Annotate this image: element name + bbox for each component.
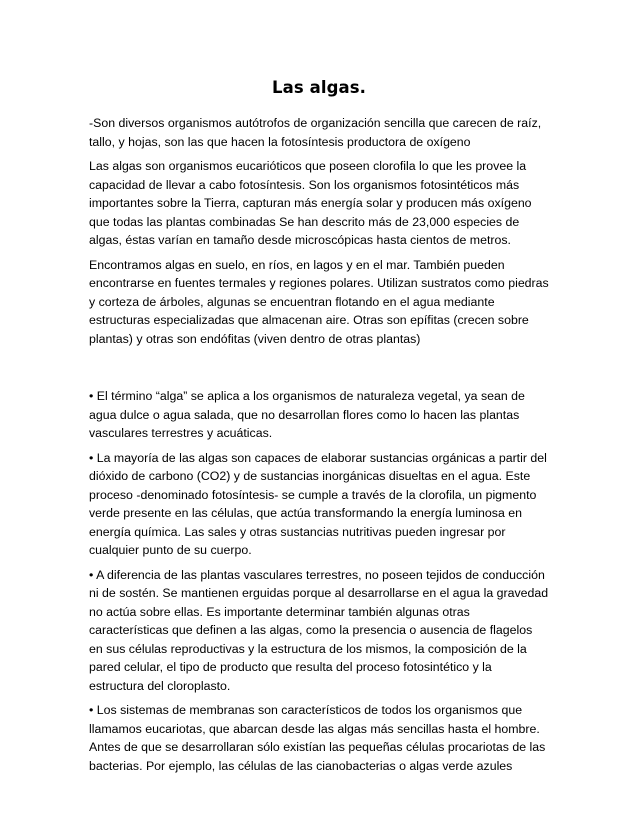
page-title: Las algas. — [271, 78, 367, 97]
paragraph-habitat: Encontramos algas en suelo, en ríos, en lagos y en el mar. También pueden encontrarse en fuentes termales y regiones polares. Utilizan sustratos como piedras y corteza de árboles, algunas se encuentran flotando en el agua mediante estructuras especializadas que almacenan aire. Otras son epífitas (crecen sobre plantas) y otras son endófitas (viven dentro de otras plantas) — [89, 257, 549, 346]
paragraph-definition: -Son diversos organismos autótrofos de organización sencilla que carecen de raíz, tallo, y hojas, son las que hacen la fotosíntesis productora de oxígeno — [89, 116, 542, 149]
bullet-membrane-systems: • Los sistemas de membranas son característicos de todos los organismos que llamamos eucariotas, que abarcan desde las algas más sencillas hasta el hombre. Antes de que se desarrollaran sólo existían las pequeñas células procariotas de las bacterias. Por ejemplo, las células de las cianobacterias o algas verde azules — [89, 703, 546, 773]
bullet-term-alga: • El término “alga” se aplica a los organismos de naturaleza vegetal, ya sean de agua dulce o agua salada, que no desarrollan flores como lo hacen las plantas vasculares terrestres y acuáticas. — [89, 389, 525, 440]
paragraph-eukaryotic: Las algas son organismos eucarióticos que poseen clorofila lo que les provee la capacidad de llevar a cabo fotosíntesis. Son los organismos fotosintéticos más importantes sobre la Tierra, capturan más energía solar y producen más oxígeno que todas las plantas combinadas Se han descrito más de 23,000 especies de algas, éstas varían en tamaño desde microscópicas hasta cientos de metros. — [89, 159, 532, 247]
document-body — [89, 114, 549, 781]
bullet-photosynthesis: • La mayoría de las algas son capaces de elaborar sustancias orgánicas a partir del dióxido de carbono (CO2) y de sustancias inorgánicas disueltas en el agua. Este proceso -denominado fotosíntesis- se cumple a través de la clorofila, un pigmento verde presente en las células, que actúa transformando la energía luminosa en energía química. Las sales y otras sustancias nutritivas pueden ingresar por cualquier punto de su cuerpo. — [89, 450, 547, 557]
bullet-vascular-difference: • A diferencia de las plantas vasculares terrestres, no poseen tejidos de conducción ni de sostén. Se mantienen erguidas porque al desarrollarse en el agua la gravedad no actúa sobre ellas. Es importante determinar también algunas otras características que definen a las algas, como la presencia o ausencia de flagelos en sus células reproductivas y la estructura de los mismos, la composición de la pared celular, el tipo de producto que resulta del proceso fotosintético y la estructura del cloroplasto. — [89, 567, 549, 693]
